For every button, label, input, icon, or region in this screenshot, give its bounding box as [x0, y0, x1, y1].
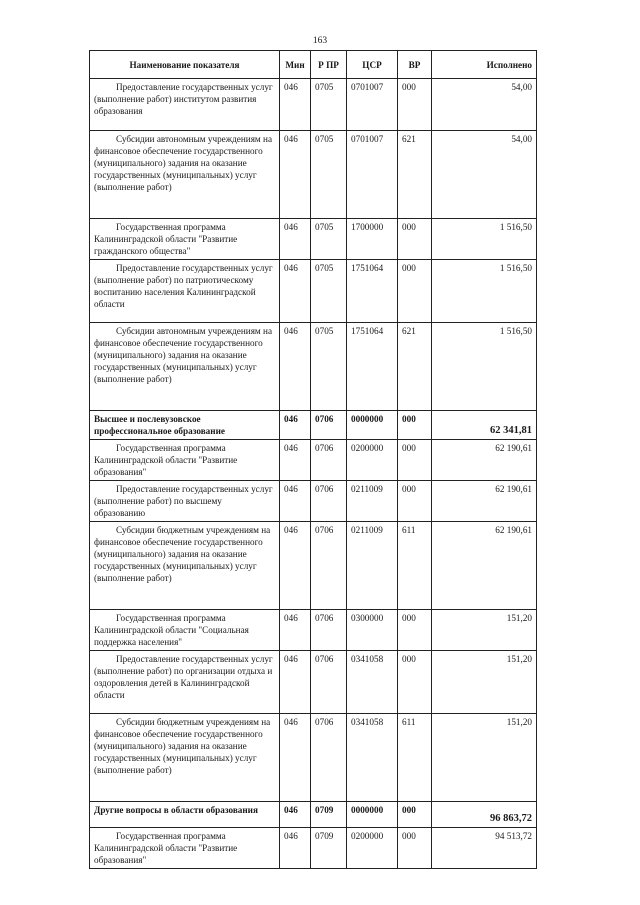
header-row: [90, 51, 537, 79]
row-vr: 000: [398, 610, 432, 651]
row-amount: 62 341,81: [432, 411, 537, 440]
table-row: [90, 610, 537, 651]
row-amount: 151,20: [432, 714, 537, 802]
row-vr: 000: [398, 828, 432, 869]
row-amount: 94 513,72: [432, 828, 537, 869]
row-rpr: 0705: [311, 79, 347, 131]
table-row-section: [90, 411, 537, 440]
row-csr: 0341058: [347, 651, 398, 714]
row-min: 046: [280, 131, 311, 219]
row-rpr: 0706: [311, 411, 347, 440]
row-csr: 1700000: [347, 219, 398, 260]
row-rpr: 0705: [311, 131, 347, 219]
table-row: [90, 260, 537, 323]
row-csr: 0701007: [347, 79, 398, 131]
row-csr: 1751064: [347, 323, 398, 411]
page-number: 163: [312, 36, 328, 46]
table-row: [90, 828, 537, 869]
row-name: Другие вопросы в области образования: [90, 802, 280, 828]
header-rpr: Р ПР: [311, 51, 347, 79]
row-rpr: 0706: [311, 651, 347, 714]
table-row: [90, 79, 537, 131]
row-amount: 96 863,72: [432, 802, 537, 828]
row-name: Государственная программа Калининградской области "Развитие образования": [90, 440, 280, 481]
row-vr: 621: [398, 131, 432, 219]
table-row: [90, 522, 537, 610]
row-csr: 0211009: [347, 522, 398, 610]
row-name: Субсидии бюджетным учреждениям на финансовое обеспечение государственного (муниципального) задания на оказание государственных (муниципальных) услуг (выполнение работ): [90, 522, 280, 610]
row-name: Субсидии бюджетным учреждениям на финансовое обеспечение государственного (муниципального) задания на оказание государственных (муниципальных) услуг (выполнение работ): [90, 714, 280, 802]
row-min: 046: [280, 651, 311, 714]
row-vr: 000: [398, 651, 432, 714]
row-rpr: 0709: [311, 802, 347, 828]
row-name: Предоставление государственных услуг (выполнение работ) институтом развития образования: [90, 79, 280, 131]
row-vr: 000: [398, 440, 432, 481]
row-min: 046: [280, 714, 311, 802]
row-csr: 0000000: [347, 411, 398, 440]
row-name: Предоставление государственных услуг (выполнение работ) по организации отдыха и оздоровления детей в Калининградской области: [90, 651, 280, 714]
row-csr: 1751064: [347, 260, 398, 323]
row-vr: 611: [398, 522, 432, 610]
table-row: [90, 323, 537, 411]
row-min: 046: [280, 610, 311, 651]
budget-table: [89, 50, 537, 869]
row-rpr: 0706: [311, 481, 347, 522]
row-amount: 54,00: [432, 79, 537, 131]
header-csr: ЦСР: [347, 51, 398, 79]
row-amount: 62 190,61: [432, 522, 537, 610]
row-amount: 1 516,50: [432, 323, 537, 411]
row-csr: 0300000: [347, 610, 398, 651]
row-csr: 0200000: [347, 440, 398, 481]
row-vr: 000: [398, 260, 432, 323]
row-amount: 62 190,61: [432, 440, 537, 481]
row-vr: 611: [398, 714, 432, 802]
row-name: Государственная программа Калининградской области "Развитие гражданского общества": [90, 219, 280, 260]
row-min: 046: [280, 79, 311, 131]
row-min: 046: [280, 440, 311, 481]
row-rpr: 0706: [311, 440, 347, 481]
row-vr: 000: [398, 481, 432, 522]
row-min: 046: [280, 411, 311, 440]
row-csr: 0211009: [347, 481, 398, 522]
row-name: Государственная программа Калининградской области "Развитие образования": [90, 828, 280, 869]
row-rpr: 0705: [311, 260, 347, 323]
table-row: [90, 714, 537, 802]
row-amount: 54,00: [432, 131, 537, 219]
row-name: Предоставление государственных услуг (выполнение работ) по высшему образованию: [90, 481, 280, 522]
table-row: [90, 219, 537, 260]
row-csr: 0341058: [347, 714, 398, 802]
row-csr: 0000000: [347, 802, 398, 828]
row-name: Субсидии автономным учреждениям на финансовое обеспечение государственного (муниципального) задания на оказание государственных (муниципальных) услуг (выполнение работ): [90, 131, 280, 219]
row-name: Предоставление государственных услуг (выполнение работ) по патриотическому воспитанию населения Калининградской области: [90, 260, 280, 323]
row-amount: 62 190,61: [432, 481, 537, 522]
row-csr: 0200000: [347, 828, 398, 869]
row-min: 046: [280, 522, 311, 610]
row-amount: 151,20: [432, 651, 537, 714]
row-min: 046: [280, 828, 311, 869]
row-csr: 0701007: [347, 131, 398, 219]
row-amount: 1 516,50: [432, 260, 537, 323]
row-vr: 000: [398, 411, 432, 440]
row-vr: 000: [398, 802, 432, 828]
row-vr: 621: [398, 323, 432, 411]
header-min: Мин: [280, 51, 311, 79]
table-row: [90, 440, 537, 481]
header-vr: ВР: [398, 51, 432, 79]
row-name: Государственная программа Калининградской области "Социальная поддержка населения": [90, 610, 280, 651]
row-min: 046: [280, 219, 311, 260]
table-row: [90, 481, 537, 522]
row-min: 046: [280, 802, 311, 828]
table-row: [90, 131, 537, 219]
header-amount: Исполнено: [432, 51, 537, 79]
table-row-section: [90, 802, 537, 828]
row-rpr: 0705: [311, 219, 347, 260]
row-rpr: 0705: [311, 323, 347, 411]
table-row: [90, 651, 537, 714]
row-min: 046: [280, 260, 311, 323]
row-vr: 000: [398, 79, 432, 131]
row-name: Субсидии автономным учреждениям на финансовое обеспечение государственного (муниципального) задания на оказание государственных (муниципальных) услуг (выполнение работ): [90, 323, 280, 411]
row-rpr: 0706: [311, 714, 347, 802]
row-amount: 1 516,50: [432, 219, 537, 260]
row-min: 046: [280, 323, 311, 411]
header-name: Наименование показателя: [90, 51, 280, 79]
row-amount: 151,20: [432, 610, 537, 651]
row-min: 046: [280, 481, 311, 522]
row-rpr: 0709: [311, 828, 347, 869]
row-vr: 000: [398, 219, 432, 260]
row-name: Высшее и послевузовское профессиональное образование: [90, 411, 280, 440]
row-rpr: 0706: [311, 610, 347, 651]
row-rpr: 0706: [311, 522, 347, 610]
